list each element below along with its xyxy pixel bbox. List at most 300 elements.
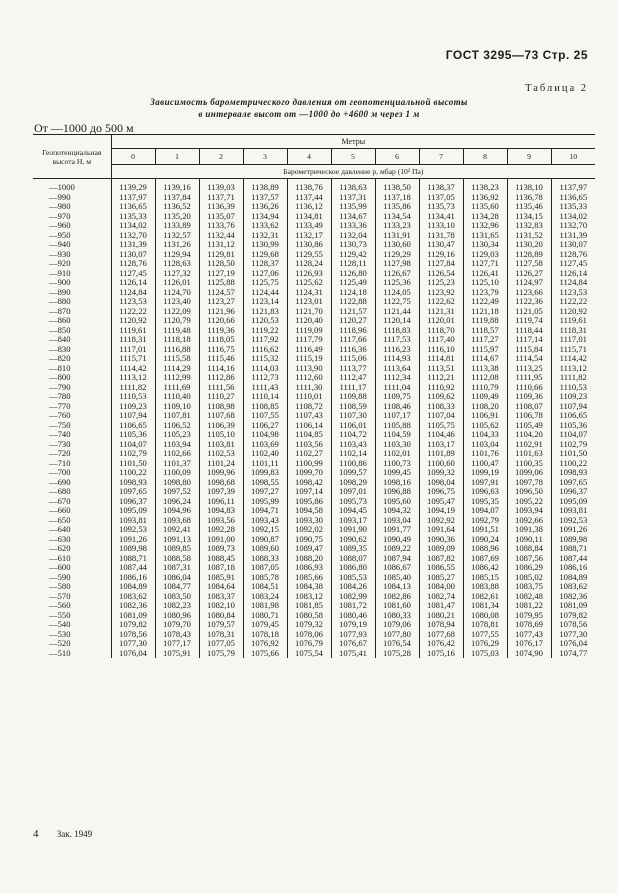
pressure-value: 1110,66 [515, 381, 543, 392]
height-value: —980 [49, 201, 71, 211]
pressure-value: 1096,24 [163, 495, 191, 506]
pressure-value: 1091,64 [427, 524, 455, 534]
pressure-value: 1119,88 [471, 315, 499, 325]
pressure-value: 1093,56 [207, 514, 235, 525]
pressure-cell [111, 468, 155, 516]
page-number: 4 [33, 828, 39, 840]
pressure-value: 1122,22 [119, 305, 147, 316]
pressure-value: 1075,41 [339, 647, 367, 658]
pressure-value: 1129,29 [383, 248, 411, 259]
pressure-value: 1123,27 [207, 296, 235, 306]
pressure-value: 1133,49 [295, 220, 323, 230]
pressure-value: 1085,15 [471, 571, 499, 582]
pressure-value: 1087,44 [559, 552, 588, 563]
pressure-value: 1130,34 [471, 239, 499, 249]
pressure-value: 1091,00 [207, 533, 235, 544]
pressure-cell [375, 421, 419, 469]
pressure-cell [111, 278, 155, 326]
pressure-value: 1107,30 [339, 410, 367, 420]
pressure-value: 1099,19 [471, 467, 499, 477]
pressure-cell [243, 468, 287, 516]
pressure-cell [155, 468, 199, 516]
pressure-value: 1110,53 [119, 391, 147, 401]
height-value: —930 [49, 248, 71, 259]
pressure-value: 1138,37 [427, 182, 455, 192]
pressure-value: 1128,50 [207, 258, 235, 268]
column-header: 8 [463, 149, 507, 165]
height-value: —850 [49, 324, 71, 335]
meters-header: Метры [111, 135, 595, 149]
pressure-value: 1136,65 [559, 191, 588, 202]
pressure-value: 1119,48 [163, 324, 191, 335]
pressure-value: 1105,23 [163, 429, 191, 439]
pressure-value: 1074,77 [559, 647, 588, 658]
pressure-value: 1136,26 [251, 201, 279, 211]
pressure-value: 1134,81 [295, 210, 323, 221]
pressure-value: 1083,62 [119, 590, 147, 601]
pressure-value: 1078,94 [427, 619, 455, 629]
pressure-value: 1079,45 [251, 619, 279, 629]
pressure-value: 1125,49 [339, 277, 367, 287]
pressure-value: 1095,09 [119, 505, 147, 515]
pressure-value: 1095,35 [471, 495, 499, 506]
pressure-value: 1082,74 [427, 590, 455, 601]
pressure-value: 1122,75 [383, 296, 411, 306]
pressure-value: 1110,79 [471, 381, 499, 392]
pressure-value: 1123,40 [163, 296, 191, 306]
pressure-value: 1097,14 [295, 486, 323, 496]
pressure-value: 1112,34 [383, 372, 411, 382]
pressure-value: 1122,88 [339, 296, 367, 306]
pressure-value: 1110,40 [163, 391, 191, 401]
pressure-value: 1106,78 [515, 410, 543, 420]
pressure-value: 1082,36 [119, 600, 147, 610]
pressure-cell [155, 373, 199, 421]
pressure-value: 1132,96 [471, 220, 499, 230]
pressure-value: 1129,16 [427, 248, 455, 259]
pressure-value: 1104,20 [515, 429, 543, 439]
pressure-cell [199, 373, 243, 421]
height-cell [33, 231, 111, 279]
pressure-cell [463, 516, 507, 564]
pressure-value: 1134,41 [427, 210, 455, 221]
pressure-value: 1088,58 [163, 552, 191, 563]
pressure-value: 1093,81 [559, 505, 588, 515]
pressure-cell [243, 231, 287, 279]
pressure-value: 1127,71 [471, 258, 499, 268]
pressure-value: 1118,18 [163, 334, 191, 344]
pressure-value: 1138,23 [471, 182, 499, 192]
pressure-value: 1118,57 [471, 324, 499, 335]
pressure-value: 1119,61 [559, 315, 587, 325]
pressure-value: 1088,45 [207, 552, 235, 563]
pressure-value: 1095,47 [427, 495, 455, 506]
height-value: —730 [49, 438, 71, 449]
pressure-value: 1079,19 [339, 619, 367, 629]
height-cell [33, 611, 111, 659]
pressure-value: 1127,58 [515, 258, 543, 268]
pressure-value: 1080,96 [163, 609, 191, 620]
column-header: 1 [155, 149, 199, 165]
pressure-value: 1137,97 [119, 191, 147, 202]
pressure-value: 1083,50 [163, 590, 191, 601]
pressure-cell [155, 278, 199, 326]
pressure-value: 1115,06 [339, 353, 367, 363]
pressure-value: 1075,91 [163, 647, 191, 658]
pressure-value: 1092,53 [119, 524, 147, 534]
pressure-value: 1125,23 [427, 277, 455, 287]
pressure-value: 1091,26 [559, 524, 588, 534]
pressure-value: 1128,76 [559, 248, 588, 259]
pressure-cell [419, 373, 463, 421]
pressure-cell [287, 278, 331, 326]
pressure-cell [463, 231, 507, 279]
pressure-cell [331, 231, 375, 279]
pressure-cell [111, 421, 155, 469]
pressure-value: 1089,22 [383, 543, 411, 553]
pressure-value: 1098,16 [383, 476, 411, 487]
pressure-value: 1131,91 [383, 229, 411, 240]
pressure-value: 1103,30 [383, 438, 411, 449]
pressure-value: 1078,81 [471, 619, 499, 629]
height-value: —880 [49, 296, 71, 306]
pressure-value: 1130,99 [251, 239, 279, 249]
pressure-value: 1104,46 [427, 429, 455, 439]
height-cell [33, 563, 111, 611]
height-cell [33, 179, 111, 231]
pressure-value: 1086,93 [295, 562, 323, 572]
pressure-cell [287, 563, 331, 611]
pressure-value: 1102,91 [515, 438, 543, 449]
pressure-value: 1077,30 [119, 638, 147, 648]
pressure-value: 1093,04 [383, 514, 411, 525]
pressure-cell [463, 611, 507, 659]
pressure-value: 1098,55 [251, 476, 279, 487]
pressure-value: 1120,40 [295, 315, 323, 325]
pressure-value: 1085,66 [295, 571, 323, 582]
pressure-value: 1129,42 [339, 248, 367, 259]
pressure-value: 1095,22 [515, 495, 543, 506]
height-value: —800 [49, 372, 71, 382]
pressure-value: 1126,54 [427, 267, 455, 278]
pressure-value: 1083,88 [471, 581, 499, 591]
pressure-value: 1131,39 [559, 229, 588, 240]
pressure-cell [243, 516, 287, 564]
pressure-value: 1114,93 [383, 353, 411, 363]
pressure-value: 1104,07 [559, 429, 588, 439]
pressure-value: 1082,86 [383, 590, 411, 601]
pressure-value: 1113,25 [515, 362, 543, 373]
table-row-group [33, 468, 595, 516]
pressure-value: 1095,73 [339, 495, 367, 506]
pressure-value: 1127,06 [251, 267, 279, 278]
pressure-value: 1134,94 [251, 210, 279, 221]
pressure-value: 1105,62 [471, 419, 499, 430]
pressure-value: 1075,03 [471, 647, 499, 658]
pressure-value: 1116,62 [251, 343, 279, 354]
pressure-value: 1106,52 [163, 419, 191, 430]
pressure-value: 1101,50 [119, 457, 147, 468]
pressure-cell [551, 421, 595, 469]
pressure-value: 1123,53 [559, 286, 588, 297]
pressure-cell [375, 516, 419, 564]
table-row-group [33, 611, 595, 659]
height-value: —840 [49, 334, 71, 344]
pressure-value: 1118,96 [339, 324, 367, 335]
pressure-value: 1114,67 [471, 353, 499, 363]
pressure-value: 1131,78 [427, 229, 455, 240]
pressure-value: 1075,66 [251, 647, 279, 658]
pressure-value: 1116,75 [207, 343, 235, 354]
height-value: —620 [49, 543, 71, 553]
table-title-line2: в интервале высот от —1000 до +4600 м через 1 м [198, 109, 420, 119]
pressure-value: 1094,58 [295, 505, 323, 515]
pressure-value: 1089,60 [251, 543, 279, 553]
pressure-value: 1118,05 [207, 334, 235, 344]
pressure-value: 1101,37 [163, 457, 191, 468]
pressure-value: 1137,57 [251, 191, 279, 202]
pressure-value: 1100,35 [515, 457, 543, 468]
pressure-value: 1135,33 [119, 210, 147, 221]
pressure-value: 1120,01 [427, 315, 455, 325]
pressure-cell [375, 373, 419, 421]
pressure-cell [155, 326, 199, 374]
pressure-cell [243, 278, 287, 326]
pressure-cell [287, 373, 331, 421]
pressure-value: 1130,47 [427, 239, 455, 249]
pressure-value: 1088,33 [251, 552, 279, 563]
pressure-value: 1082,99 [339, 590, 367, 601]
pressure-value: 1125,36 [383, 277, 411, 287]
pressure-value: 1086,04 [163, 571, 191, 582]
pressure-value: 1074,90 [515, 647, 543, 658]
pressure-cell [155, 563, 199, 611]
pressure-cell [551, 231, 595, 279]
pressure-value: 1078,18 [251, 628, 279, 639]
pressure-value: 1115,19 [295, 353, 323, 363]
pressure-value: 1112,08 [471, 372, 499, 382]
pressure-cell [111, 563, 155, 611]
height-value: —630 [49, 533, 71, 544]
pressure-value: 1115,97 [471, 343, 499, 354]
pressure-value: 1108,72 [295, 400, 323, 411]
pressure-value: 1091,26 [119, 533, 147, 544]
pressure-cell [331, 278, 375, 326]
pressure-value: 1077,93 [339, 628, 367, 639]
pressure-value: 1080,84 [207, 609, 235, 620]
pressure-value: 1082,48 [515, 590, 543, 601]
pressure-cell [331, 611, 375, 659]
pressure-value: 1106,91 [471, 410, 499, 420]
pressure-value: 1129,55 [295, 248, 323, 259]
pressure-value: 1083,24 [251, 590, 279, 601]
pressure-value: 1102,79 [119, 448, 147, 458]
pressure-value: 1082,61 [471, 590, 499, 601]
pressure-cell [463, 421, 507, 469]
pressure-value: 1097,91 [471, 476, 499, 487]
table-title-line1: Зависимость барометрического давления от геопотенциальной высоты [150, 97, 468, 107]
pressure-value: 1127,19 [207, 267, 235, 278]
pressure-value: 1090,62 [339, 533, 367, 544]
pressure-value: 1135,60 [471, 201, 499, 211]
pressure-value: 1097,78 [515, 476, 543, 487]
pressure-cell [375, 278, 419, 326]
height-cell [33, 516, 111, 564]
pressure-value: 1075,28 [383, 647, 411, 658]
pressure-value: 1124,18 [339, 286, 367, 297]
pressure-cell [331, 373, 375, 421]
pressure-value: 1123,53 [119, 296, 147, 306]
pressure-value: 1091,38 [515, 524, 543, 534]
pressure-value: 1125,10 [471, 277, 499, 287]
pressure-value: 1117,92 [251, 334, 279, 344]
pressure-value: 1090,75 [295, 533, 323, 544]
pressure-value: 1100,22 [559, 457, 588, 468]
pressure-value: 1135,86 [383, 201, 411, 211]
pressure-value: 1099,45 [383, 467, 411, 477]
pressure-value: 1127,45 [119, 267, 147, 278]
pressure-value: 1111,04 [383, 381, 411, 392]
pressure-cell [199, 611, 243, 659]
pressure-value: 1099,70 [295, 467, 323, 477]
column-header: 4 [287, 149, 331, 165]
column-header: 3 [243, 149, 287, 165]
pressure-value: 1095,99 [251, 495, 279, 506]
pressure-value: 1137,18 [383, 191, 411, 202]
pressure-value: 1120,66 [207, 315, 235, 325]
pressure-value: 1137,44 [295, 191, 323, 202]
order-number: Зак. 1949 [56, 829, 93, 839]
pressure-value: 1130,60 [383, 239, 411, 249]
pressure-cell [199, 231, 243, 279]
pressure-value: 1103,43 [339, 438, 367, 449]
pressure-value: 1078,31 [207, 628, 235, 639]
pressure-value: 1108,20 [471, 400, 499, 411]
pressure-value: 1116,49 [295, 343, 323, 354]
pressure-value: 1106,27 [251, 419, 279, 430]
column-header: 10 [551, 149, 595, 165]
pressure-value: 1110,27 [207, 391, 235, 401]
height-cell [33, 326, 111, 374]
height-value: —650 [49, 514, 71, 525]
pressure-value: 1128,11 [339, 258, 367, 268]
height-value: —900 [49, 277, 71, 287]
pressure-value: 1077,55 [471, 628, 499, 639]
pressure-value: 1093,17 [339, 514, 367, 525]
pressure-value: 1138,10 [515, 182, 543, 192]
pressure-value: 1104,59 [383, 429, 411, 439]
pressure-value: 1079,06 [383, 619, 411, 629]
pressure-value: 1133,89 [163, 220, 191, 230]
pressure-value: 1098,29 [339, 476, 367, 487]
pressure-value: 1106,65 [119, 419, 147, 430]
column-header: 7 [419, 149, 463, 165]
pressure-value: 1121,18 [471, 305, 499, 316]
pressure-cell [155, 421, 199, 469]
pressure-value: 1135,33 [559, 201, 588, 211]
pressure-value: 1096,11 [207, 495, 235, 506]
pressure-value: 1126,01 [163, 277, 191, 287]
pressure-value: 1108,33 [427, 400, 455, 411]
pressure-value: 1089,09 [427, 543, 455, 553]
pressure-value: 1101,89 [427, 448, 455, 458]
pressure-value: 1123,92 [427, 286, 455, 297]
pressure-value: 1084,00 [427, 581, 455, 591]
pressure-value: 1081,98 [251, 600, 279, 610]
pressure-value: 1126,67 [383, 267, 411, 278]
pressure-value: 1085,27 [427, 571, 455, 582]
pressure-value: 1128,89 [515, 248, 543, 259]
pressure-value: 1109,62 [427, 391, 455, 401]
pressure-value: 1089,73 [207, 543, 235, 553]
pressure-value: 1119,09 [295, 324, 323, 335]
pressure-value: 1113,77 [339, 362, 367, 373]
height-value: —660 [49, 505, 71, 515]
pressure-value: 1088,20 [295, 552, 323, 563]
pressure-value: 1122,22 [559, 296, 588, 306]
pressure-value: 1128,76 [119, 258, 147, 268]
pressure-value: 1133,76 [207, 220, 235, 230]
pressure-value: 1127,98 [383, 258, 411, 268]
pressure-cell [551, 563, 595, 611]
pressure-value: 1087,56 [515, 552, 543, 563]
pressure-value: 1132,04 [339, 229, 367, 240]
pressure-value: 1129,68 [251, 248, 279, 259]
pressure-value: 1087,82 [427, 552, 455, 563]
pressure-value: 1123,01 [295, 296, 323, 306]
pressure-value: 1093,94 [515, 505, 543, 515]
pressure-value: 1115,71 [559, 343, 587, 354]
pressure-value: 1077,43 [515, 628, 543, 639]
pressure-value: 1097,01 [339, 486, 367, 496]
pressure-value: 1135,20 [163, 210, 191, 221]
pressure-cell [507, 179, 551, 231]
pressure-value: 1122,09 [163, 305, 191, 316]
pressure-value: 1120,92 [119, 315, 147, 325]
pressure-value: 1131,26 [163, 239, 191, 249]
pressure-value: 1118,31 [119, 334, 147, 344]
pressure-value: 1121,96 [207, 305, 235, 316]
pressure-value: 1130,07 [119, 248, 147, 259]
pressure-value: 1134,28 [471, 210, 499, 221]
pressure-value: 1115,71 [119, 353, 147, 363]
pressure-value: 1086,29 [515, 562, 543, 572]
height-value: —950 [49, 229, 71, 240]
pressure-value: 1093,30 [295, 514, 323, 525]
pressure-value: 1080,71 [251, 609, 279, 620]
pressure-value: 1126,14 [559, 267, 588, 278]
pressure-value: 1121,83 [251, 305, 279, 316]
pressure-value: 1137,31 [339, 191, 367, 202]
pressure-value: 1126,93 [295, 267, 323, 278]
height-value: —540 [49, 619, 71, 629]
pressure-value: 1120,27 [339, 315, 367, 325]
pressure-value: 1095,86 [295, 495, 323, 506]
pressure-value: 1107,68 [207, 410, 235, 420]
pressure-value: 1125,62 [295, 277, 323, 287]
pressure-cell [155, 179, 199, 231]
pressure-cell [507, 516, 551, 564]
pressure-value: 1113,12 [559, 362, 587, 373]
pressure-value: 1092,02 [295, 524, 323, 534]
pressure-cell [243, 421, 287, 469]
pressure-value: 1098,68 [207, 476, 235, 487]
pressure-cell [507, 326, 551, 374]
pressure-cell [111, 611, 155, 659]
pressure-value: 1084,89 [119, 581, 147, 591]
pressure-value: 1107,55 [251, 410, 279, 420]
pressure-value: 1111,30 [295, 381, 323, 392]
